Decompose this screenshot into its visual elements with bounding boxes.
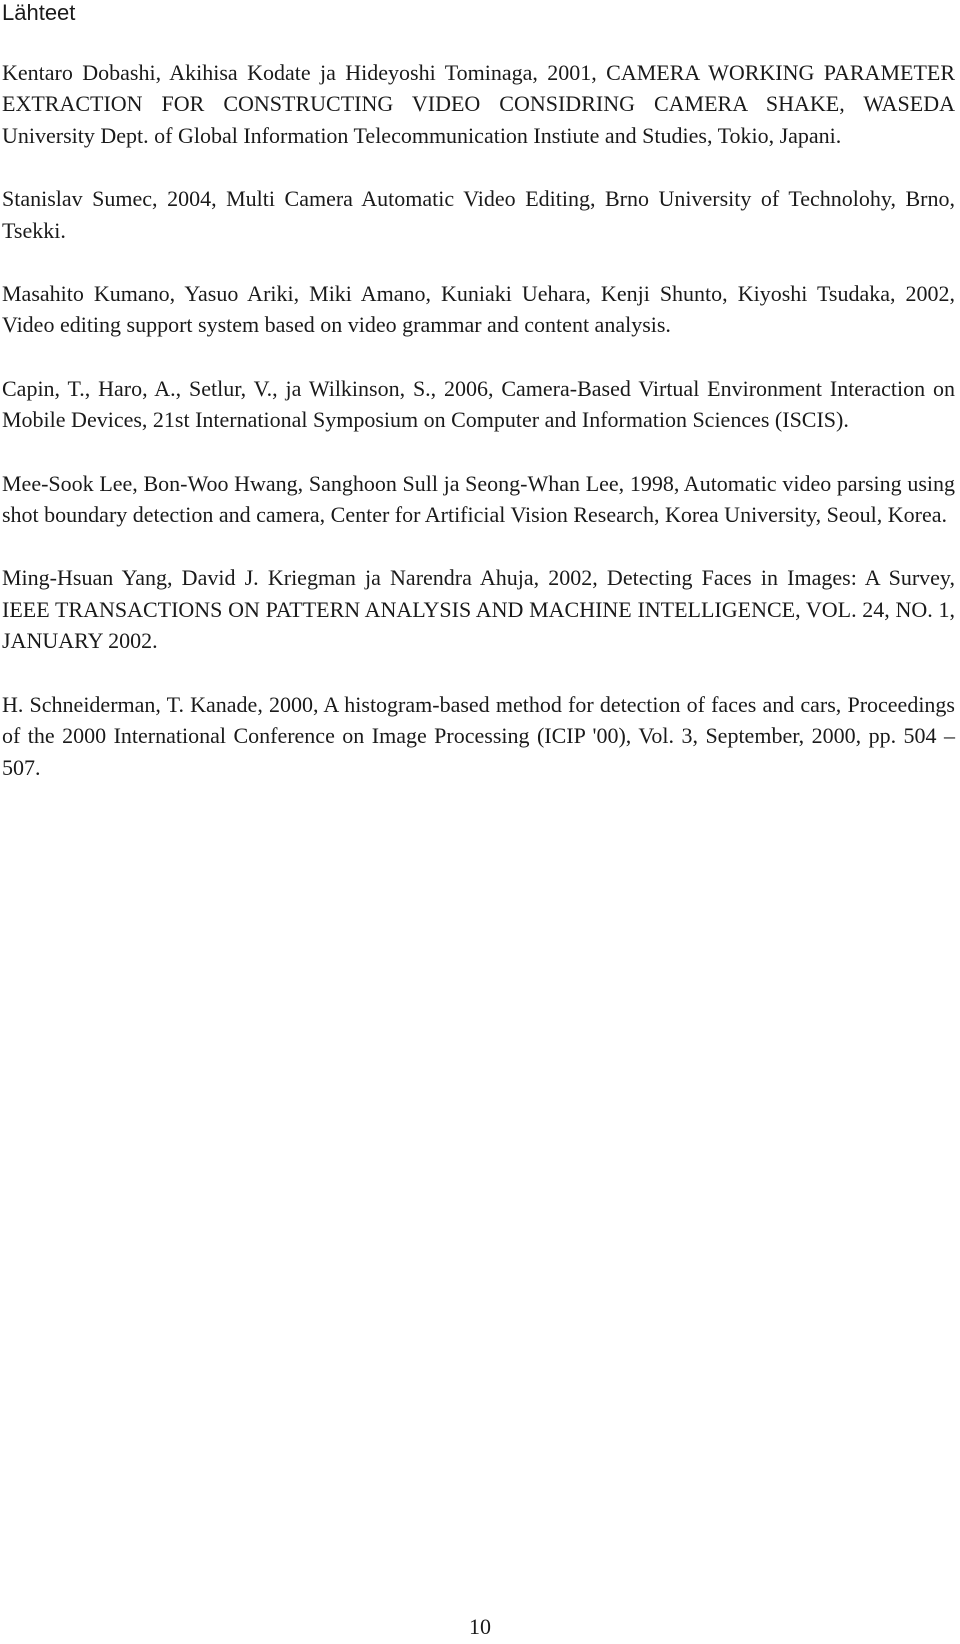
reference-list xyxy=(2,57,955,815)
reference-item: Capin, T., Haro, A., Setlur, V., ja Wilkinson, S., 2006, Camera-Based Virtual Environment Interaction on Mobile Devices, 21st International Symposium on Computer and Information Sciences (ISCIS). xyxy=(2,375,955,433)
page-number: 10 xyxy=(469,1614,491,1639)
reference-item: Kentaro Dobashi, Akihisa Kodate ja Hideyoshi Tominaga, 2001, CAMERA WORKING PARAMETER EXTRACTION FOR CONSTRUCTING VIDEO CONSIDRING CAMERA SHAKE, WASEDA University Dept. of Global Information Telecommunication Instiute and Studies, Tokio, Japani. xyxy=(2,60,955,148)
reference-item: H. Schneiderman, T. Kanade, 2000, A histogram-based method for detection of faces and cars, Proceedings of the 2000 International Conference on Image Processing (ICIP '00), Vol. 3, September, 2000, pp. 504 – 507. xyxy=(2,691,955,780)
reference-item: Stanislav Sumec, 2004, Multi Camera Automatic Video Editing, Brno University of Technolohy, Brno, Tsekki. xyxy=(2,186,955,243)
reference-item: Mee-Sook Lee, Bon-Woo Hwang, Sanghoon Sull ja Seong-Whan Lee, 1998, Automatic video parsing using shot boundary detection and camera, Center for Artificial Vision Research, Korea University, Seoul, Korea. xyxy=(2,470,955,528)
section-heading: Lähteet xyxy=(2,0,76,25)
reference-item: Masahito Kumano, Yasuo Ariki, Miki Amano, Kuniaki Uehara, Kenji Shunto, Kiyoshi Tsudaka, 2002, Video editing support system based on video grammar and content analysis. xyxy=(2,281,955,338)
reference-item: Ming-Hsuan Yang, David J. Kriegman ja Narendra Ahuja, 2002, Detecting Faces in Images: A Survey, IEEE TRANSACTIONS ON PATTERN ANALYSIS AND MACHINE INTELLIGENCE, VOL. 24, NO. 1, JANUARY 2002. xyxy=(2,565,955,654)
